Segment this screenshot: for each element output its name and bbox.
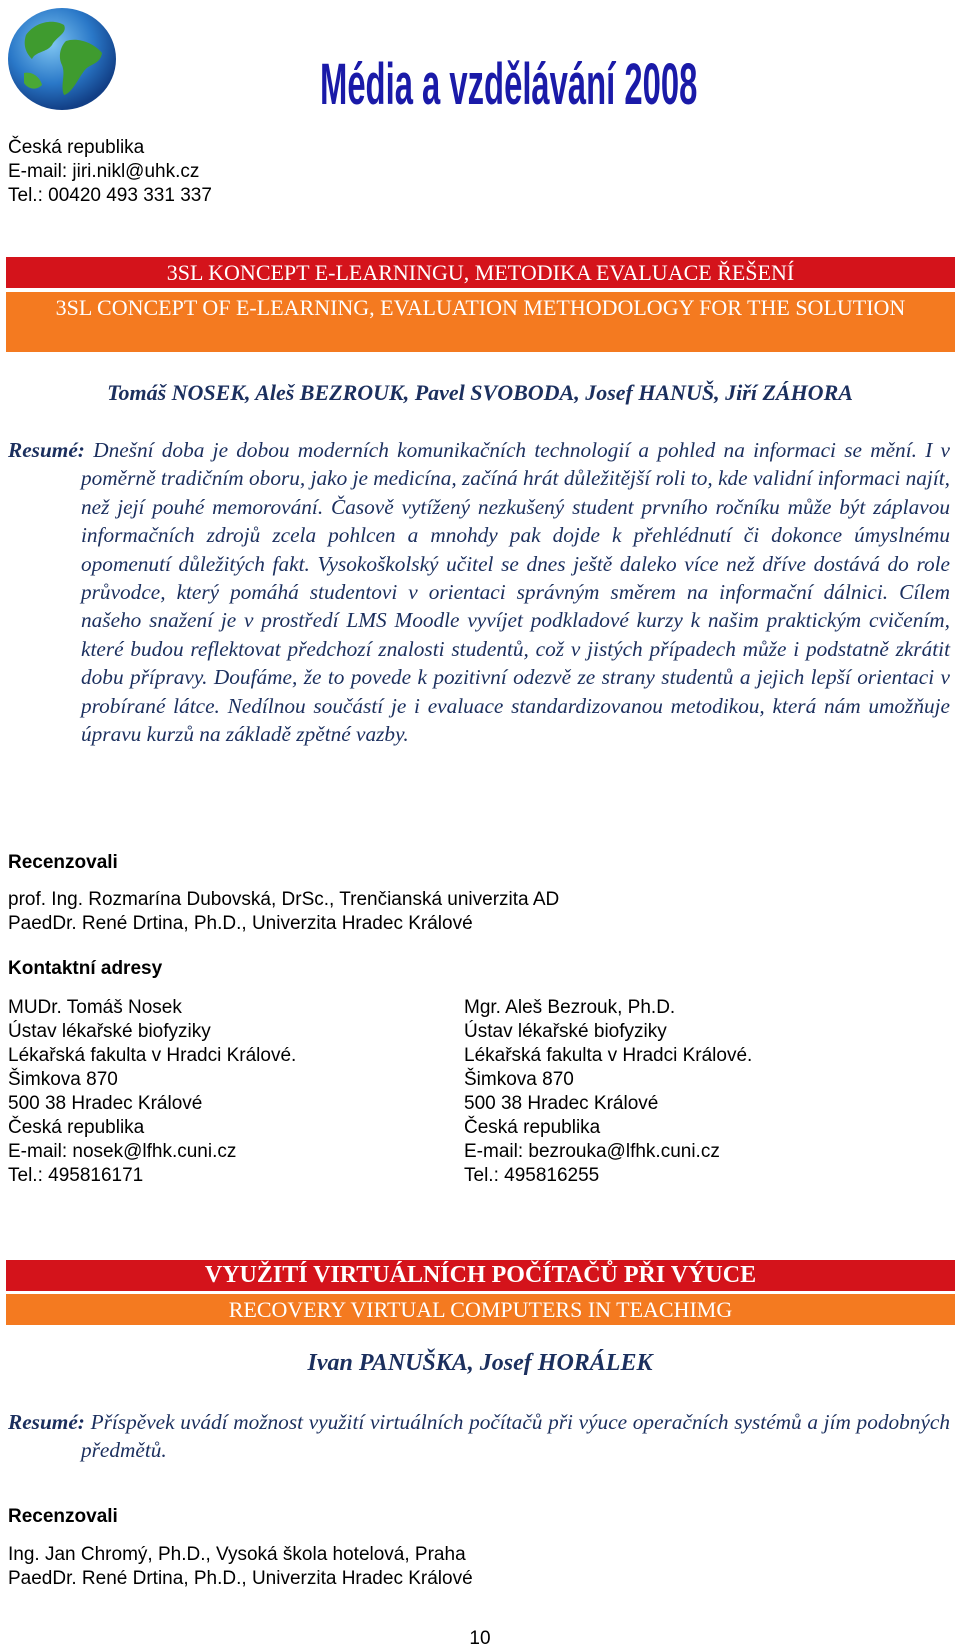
event-logo xyxy=(320,14,698,117)
contact-line: Ústav lékařské biofyziky xyxy=(464,1021,667,1042)
resume-label: Resumé: xyxy=(8,1410,85,1434)
reviewer: PaedDr. René Drtina, Ph.D., Univerzita Hradec Králové xyxy=(8,913,473,934)
contact-phone: Tel.: 00420 493 331 337 xyxy=(8,185,212,206)
article1-title-cz: 3SL KONCEPT E-LEARNINGU, METODIKA EVALUACE ŘEŠENÍ xyxy=(6,257,955,288)
resume-text: Dnešní doba je dobou moderních komunikačních technologií a pohled na informaci se mění. I v poměrně tradičním oboru, jako je medicína, začíná hrát důležitější roli to, kde validní informaci najít, než její pouhé memorování. Časově vytížený nezkušený student prvního ročníku může být záplavou informačních zdrojů zcela pohlcen a mnohdy pak dojde k přehlédnutí či dokonce úmyslnému opomenutí důležitých fakt. Vysokoškolský učitel se dnes ještě daleko více než dříve dostává do role průvodce, který pomáhá studentovi v orientaci správným směrem na informační dálnici. Cílem našeho snažení je v prostředí LMS Moodle vyvíjet podkladové kurzy k našim praktickým cvičením, které budou reflektovat předchozí znalosti studentů, což v jistých případech může i podstatně zkrátit dobu přípravy. Doufáme, že to povede k pozitivní odezvě ze strany studentů a jejich lepší orientaci v probírané látce. Nedílnou součástí je i evaluace standardizovanou metodikou, která nám umožňuje úpravu kurzů na základě zpětné vazby. xyxy=(81,438,951,747)
reviewers-list xyxy=(8,1543,473,1591)
contact-line: Mgr. Aleš Bezrouk, Ph.D. xyxy=(464,997,676,1018)
contact-line: 500 38 Hradec Králové xyxy=(464,1093,659,1114)
article1-authors: Tomáš NOSEK, Aleš BEZROUK, Pavel SVOBODA, Josef HANUŠ, Jiří ZÁHORA xyxy=(107,380,853,405)
logo-text: Média a vzdělávání 2008 xyxy=(320,50,698,117)
article1-resume xyxy=(8,436,950,748)
contact-line: Lékařská fakulta v Hradci Králové. xyxy=(464,1045,753,1066)
article2-title-cz: VYUŽITÍ VIRTUÁLNÍCH POČÍTAČŮ PŘI VÝUCE xyxy=(6,1260,955,1291)
contact-line: Šimkova 870 xyxy=(464,1069,574,1090)
contact-email: E-mail: jiri.nikl@uhk.cz xyxy=(8,161,200,182)
contact-line: E-mail: nosek@lfhk.cuni.cz xyxy=(8,1141,237,1162)
contact-line: Tel.: 495816255 xyxy=(464,1165,600,1186)
contact-block-right xyxy=(464,996,752,1188)
contact-block-left xyxy=(8,996,296,1188)
reviewer: PaedDr. René Drtina, Ph.D., Univerzita Hradec Králové xyxy=(8,1568,473,1589)
article1-title-en: 3SL CONCEPT OF E-LEARNING, EVALUATION METHODOLOGY FOR THE SOLUTION xyxy=(6,292,955,352)
contact-line: Česká republika xyxy=(8,1117,145,1138)
reviewer: prof. Ing. Rozmarína Dubovská, DrSc., Trenčianská univerzita AD xyxy=(8,889,560,910)
contact-line: Česká republika xyxy=(464,1117,601,1138)
article2-authors: Ivan PANUŠKA, Josef HORÁLEK xyxy=(307,1350,653,1376)
page-number: 10 xyxy=(469,1628,491,1649)
contact-line: E-mail: bezrouka@lfhk.cuni.cz xyxy=(464,1141,720,1162)
reviewers-heading: Recenzovali xyxy=(8,1506,118,1527)
globe-icon xyxy=(6,7,118,111)
contact-line: Šimkova 870 xyxy=(8,1069,118,1090)
contact-line: MUDr. Tomáš Nosek xyxy=(8,997,182,1018)
reviewers-list xyxy=(8,888,559,936)
contact-line: 500 38 Hradec Králové xyxy=(8,1093,203,1114)
reviewers-heading: Recenzovali xyxy=(8,852,118,873)
reviewer: Ing. Jan Chromý, Ph.D., Vysoká škola hotelová, Praha xyxy=(8,1544,466,1565)
contact-line: Lékařská fakulta v Hradci Králové. xyxy=(8,1045,297,1066)
contact-line: Tel.: 495816171 xyxy=(8,1165,144,1186)
article2-resume xyxy=(8,1408,950,1465)
contact-line: Ústav lékařské biofyziky xyxy=(8,1021,211,1042)
contacts-heading: Kontaktní adresy xyxy=(8,958,163,979)
article2-title-en: RECOVERY VIRTUAL COMPUTERS IN TEACHIMG xyxy=(6,1294,955,1325)
header-contact xyxy=(8,136,212,208)
contact-country: Česká republika xyxy=(8,137,145,158)
resume-label: Resumé: xyxy=(8,438,85,462)
resume-text: Příspěvek uvádí možnost využití virtuálních počítačů při výuce operačních systémů a jím podobných předmětů. xyxy=(81,1410,951,1463)
